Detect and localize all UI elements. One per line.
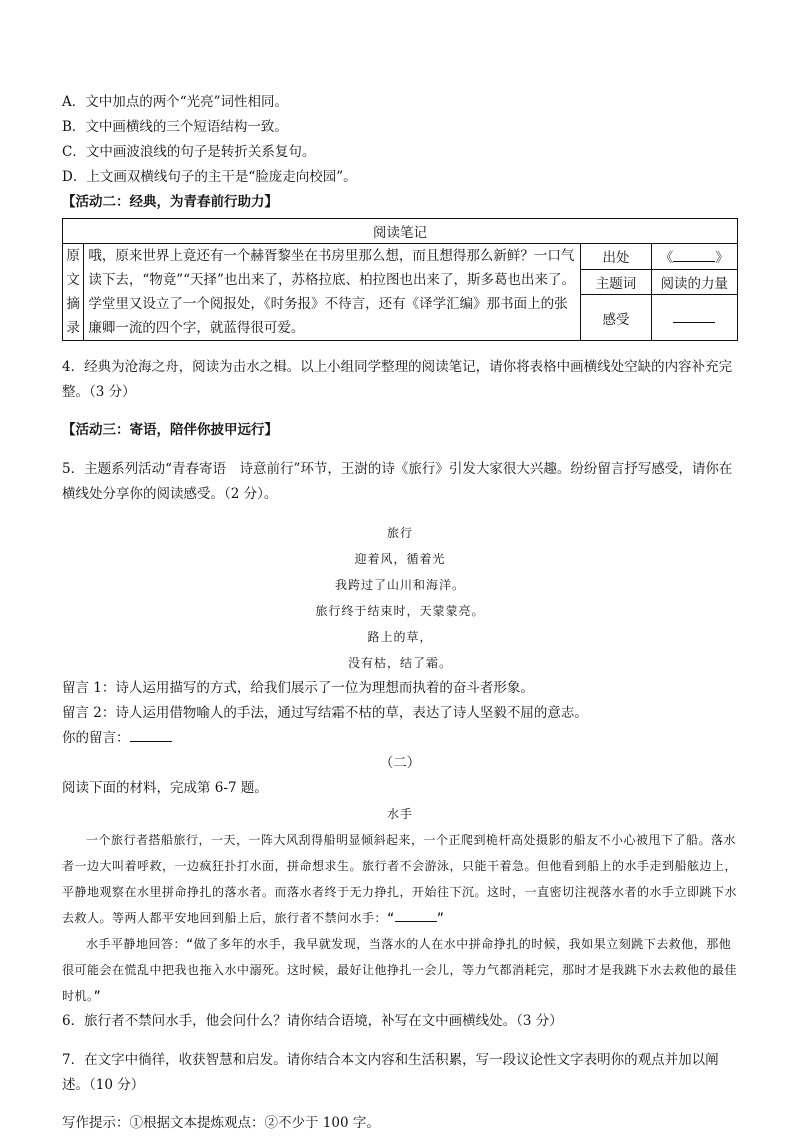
theme-label: 主题词: [581, 269, 651, 295]
question-blank[interactable]: [395, 907, 437, 922]
table-title: 阅读笔记: [63, 219, 738, 244]
reading-notes-table: [62, 218, 738, 341]
comment-2: 留言 2：诗人运用借物喻人的手法，通过写结霜不枯的草，表达了诗人坚毅不屈的意志。: [62, 705, 588, 721]
feeling-blank[interactable]: [673, 308, 715, 323]
exam-page: [62, 90, 738, 1136]
poem-line: 路上的草，: [367, 630, 433, 644]
story-paragraph-2: 水手平静地回答：“做了多年的水手，我早就发现，当落水的人在水中拼命挣扎的时候，我如果立刻跳下去救他，那他很可能会在慌乱中把我也拖入水中溺死。这时候，最好让他挣扎一会儿，等力气都消耗完，那时才是我跳下水去救他的最佳时机。”: [62, 937, 738, 1003]
option-a: A．文中加点的两个“光亮”词性相同。: [62, 94, 289, 110]
story-title: 水手: [386, 807, 413, 821]
my-comment: 你的留言：: [62, 726, 738, 751]
theme-value: 阅读的力量: [651, 269, 737, 295]
excerpt-text: 哦，原来世界上竟还有一个赫胥黎坐在书房里那么想，而且想得那么新鲜？一口气读下去，“物竟”“天择”也出来了，苏格拉底、柏拉图也出来了，斯多葛也出来了。学堂里又设立了一个阅报处，《时务报》不待言，还有《译学汇编》那书面上的张廉卿一流的四个字，就蓝得很可爱。: [84, 244, 581, 341]
story-paragraph-1: 一个旅行者搭船旅行，一天，一阵大风刮得船明显倾斜起来，一个正爬到桅杆高处摄影的船友不小心被甩下了船。落水者一边大叫着呼救，一边疯狂扑打水面，拼命想求生。旅行者不会游泳，只能干着急。但他看到船上的水手走到船舷边上，平静地观察在水里拼命挣扎的落水者。而落水者终于无力挣扎，开始往下沉。这时，一直密切注视落水者的水手立即跳下水去救人。等两人都平安地回到船上后，旅行者不禁问水手：“ ”: [62, 833, 738, 925]
poem-line: 旅行终于结束时，天蒙蒙亮。: [315, 604, 485, 618]
comment-1: 留言 1：诗人运用描写的方式，给我们展示了一位为理想而执着的奋斗者形象。: [62, 680, 534, 696]
source-blank[interactable]: [673, 247, 715, 262]
question-6: 6．旅行者不禁问水手，他会问什么？请你结合语境，补写在文中画横线处。（3 分）: [62, 1013, 563, 1029]
option-d: D．上文画双横线句子的主干是“脸庞走向校园”。: [62, 169, 357, 185]
feeling-label: 感受: [581, 295, 651, 341]
section-2-number: （二）: [379, 755, 421, 771]
poem-line: 迎着风，循着光: [354, 552, 446, 566]
activity3-heading: 【活动三：寄语，陪伴你披甲远行】: [62, 422, 278, 438]
activity2-heading: 【活动二：经典，为青春前行助力】: [62, 194, 278, 210]
source-label: 出处: [581, 244, 651, 270]
my-comment-blank[interactable]: [130, 727, 172, 742]
question-5: 5．主题系列活动“青春寄语 诗意前行”环节，王澍的诗《旅行》引发大家很大兴趣。纷纷留言抒写感受，请你在横线处分享你的阅读感受。（2 分）。: [62, 460, 733, 502]
poem: [62, 520, 738, 676]
question-7: 7．在文字中徜徉，收获智慧和启发。请你结合本文内容和生活积累，写一段议论性文字表明你的观点并加以阐述。（10 分）: [62, 1051, 719, 1093]
poem-title: 旅行: [386, 526, 413, 540]
excerpt-label: 原 文 摘 录: [63, 244, 84, 341]
option-b: B．文中画横线的三个短语结构一致。: [62, 119, 288, 135]
poem-line: 没有枯，结了霜。: [347, 656, 452, 670]
poem-line: 我跨过了山川和海洋。: [334, 578, 465, 592]
writing-tip: 写作提示：①根据文本提炼观点：②不少于 100 字。: [62, 1115, 380, 1131]
feeling-value[interactable]: [651, 295, 737, 341]
section-2-intro: 阅读下面的材料，完成第 6-7 题。: [62, 780, 268, 796]
question-4: 4．经典为沧海之舟，阅读为击水之楫。以上小组同学整理的阅读笔记，请你将表格中画横线处空缺的内容补充完整。（3 分）: [62, 358, 733, 400]
option-c: C．文中画波浪线的句子是转折关系复句。: [62, 144, 316, 160]
source-value[interactable]: 《 》: [651, 244, 737, 270]
